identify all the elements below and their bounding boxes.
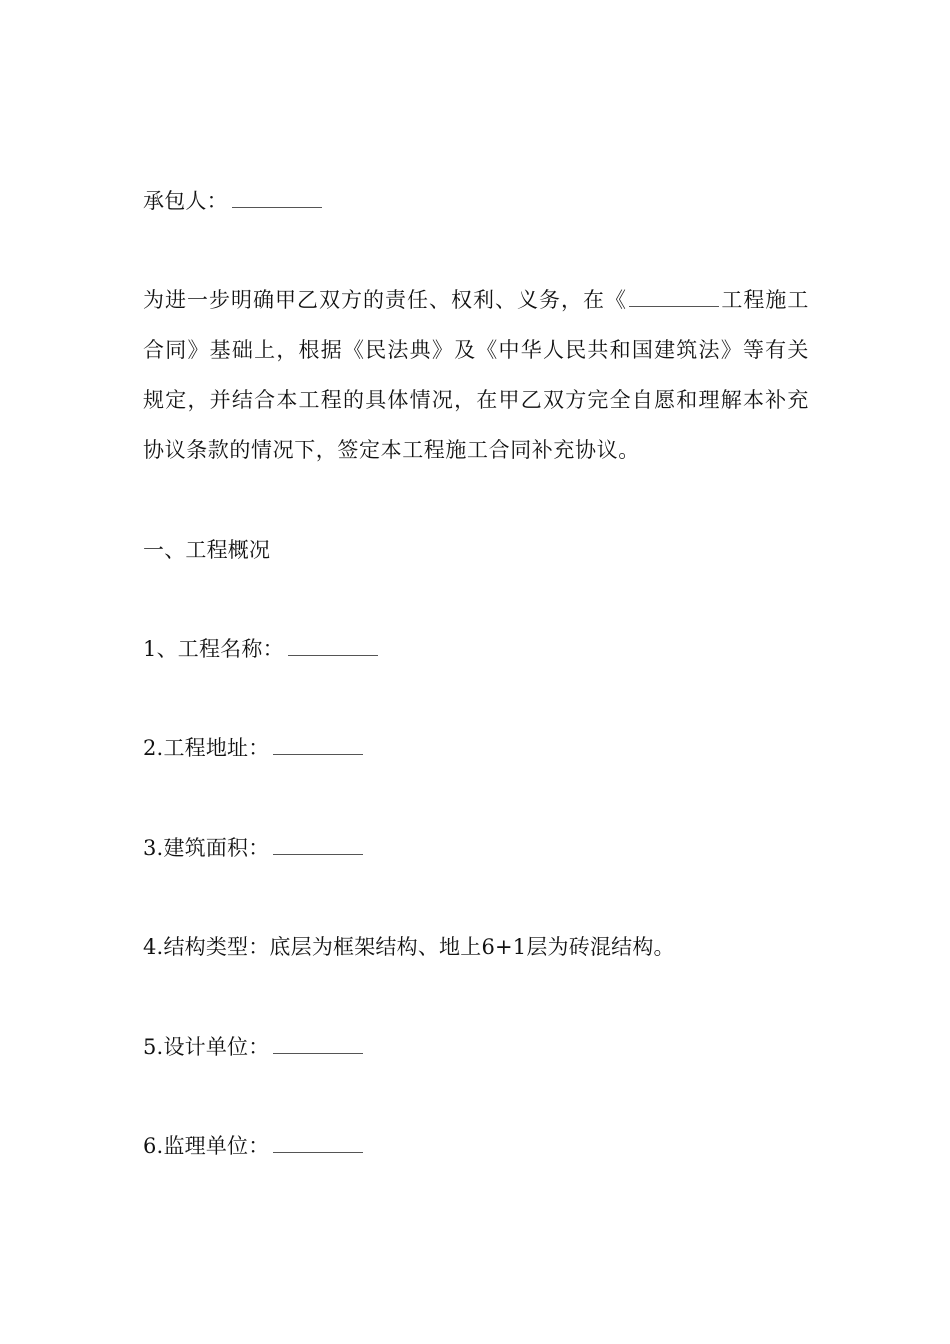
item-number: 3. [143,836,164,860]
item-supervision-unit [143,1131,363,1161]
item-label: 工程地址： [163,736,270,760]
contract-name-blank [629,288,719,307]
item-number: 6. [143,1134,164,1158]
item-label: 监理单位： [163,1134,270,1158]
item-separator: 、 [156,637,178,661]
item-project-address [143,733,363,763]
item-number: 5. [143,1035,164,1059]
item-project-name [143,634,378,664]
building-area-blank [273,836,363,855]
supervision-unit-blank [273,1134,363,1153]
item-structure-type [143,932,675,962]
preamble-text-start: 为进一步明确甲乙双方的责任、权利、义务，在《 [143,288,627,312]
contractor-line [143,186,322,216]
item-label: 结构类型：底层为框架结构、地上 [163,935,482,959]
item-number: 1 [143,637,157,661]
contractor-blank [232,189,322,208]
item-design-unit [143,1032,363,1062]
contractor-label: 承包人： [143,189,228,213]
item-suffix: 层为砖混结构。 [526,935,675,959]
item-number: 2. [143,736,164,760]
project-address-blank [273,736,363,755]
design-unit-blank [273,1035,363,1054]
item-label: 建筑面积： [163,836,270,860]
section-heading: 一、工程概况 [143,538,271,562]
preamble-paragraph [143,275,809,475]
preamble-text-rest: 工程施工合同》基础上，根据《民法典》及《中华人民共和国建筑法》等有关规定，并结合本工程的具体情况，在甲乙双方完全自愿和理解本补充协议条款的情况下，签定本工程施工合同补充协议。 [143,288,809,462]
project-name-blank [288,637,378,656]
item-label: 设计单位： [163,1035,270,1059]
floor-count: 6+1 [481,935,527,959]
item-building-area [143,833,363,863]
item-number: 4. [143,935,164,959]
item-label: 工程名称： [177,637,284,661]
